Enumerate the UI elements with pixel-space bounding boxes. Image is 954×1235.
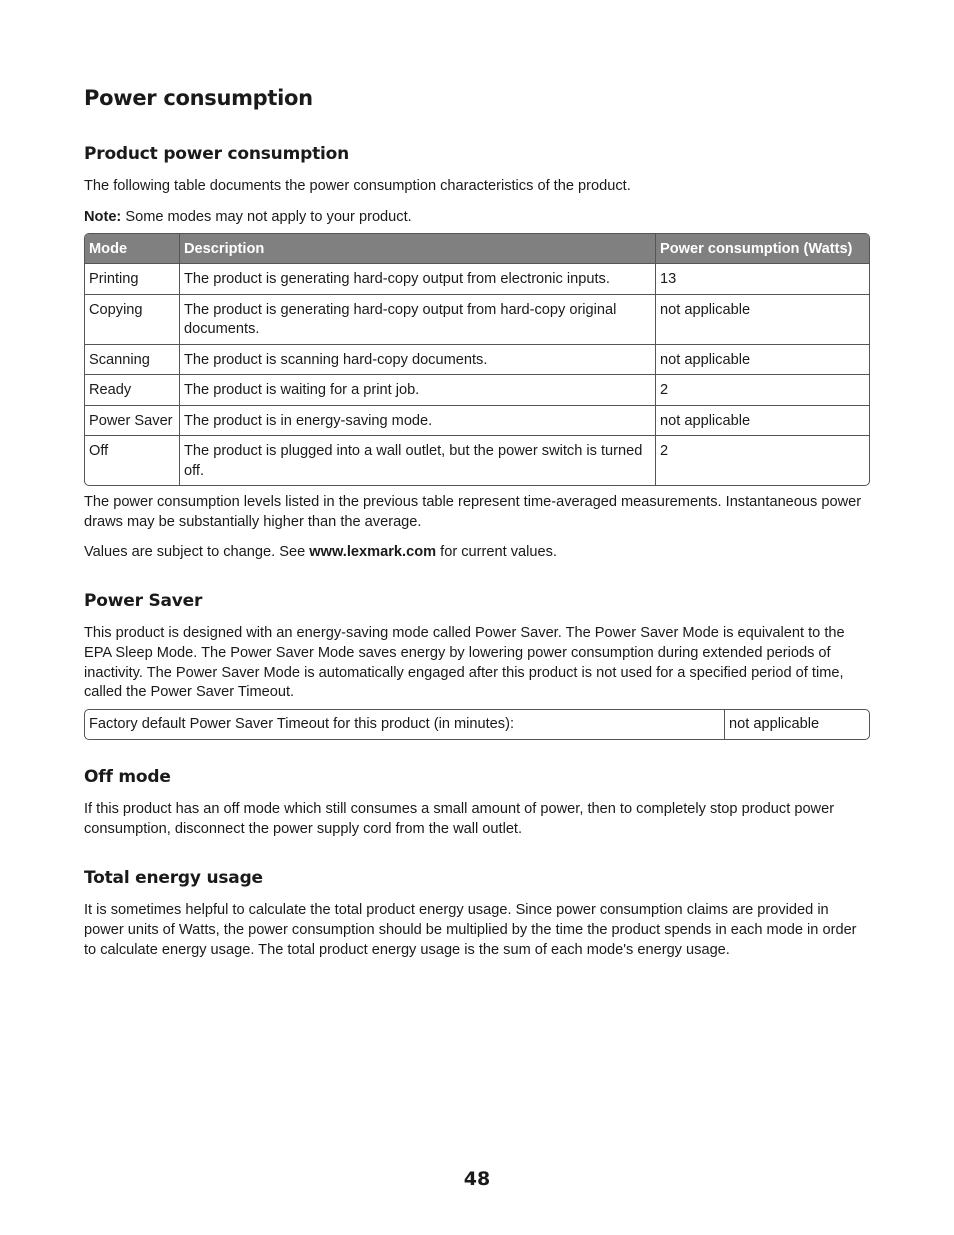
intro-paragraph: The following table documents the power consumption characteristics of the product.: [84, 178, 631, 194]
table-row: [85, 405, 869, 436]
page-title: Power consumption: [84, 86, 313, 110]
lexmark-link[interactable]: www.lexmark.com: [309, 544, 437, 560]
cell-power: 2: [656, 374, 869, 405]
power-saver-paragraph: This product is designed with an energy-saving mode called Power Saver. The Power Saver Mode is equivalent to the EPA Sleep Mode. The Power Saver Mode saves energy by lowering power consumption during extended periods of inactivity. The Power Saver Mode is automatically engaged after this product is not used for a specified period of time, called the Power Saver Timeout.: [84, 625, 845, 701]
table-header-row: [85, 234, 869, 263]
off-mode-paragraph: If this product has an off mode which still consumes a small amount of power, then to completely stop product power consumption, disconnect the power supply cord from the wall outlet.: [84, 801, 835, 837]
cell-power: not applicable: [656, 405, 869, 436]
timeout-label: Factory default Power Saver Timeout for this product (in minutes):: [85, 710, 725, 739]
table-row: [85, 344, 869, 375]
timeout-box: [84, 709, 870, 740]
cell-mode: Off: [85, 435, 180, 485]
cell-description: The product is plugged into a wall outlet, but the power switch is turned off.: [180, 435, 656, 485]
cell-mode: Power Saver: [85, 405, 180, 436]
measurement-paragraph: The power consumption levels listed in the previous table represent time-averaged measurements. Instantaneous power draws may be substantially higher than the average.: [84, 494, 862, 530]
cell-mode: Scanning: [85, 344, 180, 375]
table-row: [85, 374, 869, 405]
table-row: [85, 435, 869, 485]
total-energy-paragraph: It is sometimes helpful to calculate the total product energy usage. Since power consumption claims are provided in power units of Watts, the power consumption should be multiplied by the time the product spends in each mode in order to calculate energy usage. The total product energy usage is the sum of each mode's energy usage.: [84, 902, 857, 958]
values-paragraph: [84, 543, 870, 563]
heading-power-saver: Power Saver: [84, 591, 203, 611]
table-row: [85, 263, 869, 294]
cell-mode: Copying: [85, 294, 180, 344]
header-power: Power consumption (Watts): [656, 234, 869, 263]
cell-power: not applicable: [656, 344, 869, 375]
cell-description: The product is scanning hard-copy documents.: [180, 344, 656, 375]
note-label: Note:: [84, 209, 122, 225]
cell-description: The product is waiting for a print job.: [180, 374, 656, 405]
cell-power: 2: [656, 435, 869, 485]
cell-power: not applicable: [656, 294, 869, 344]
timeout-value: not applicable: [729, 716, 820, 732]
power-consumption-table: [84, 233, 870, 486]
heading-product-power: Product power consumption: [84, 144, 349, 164]
cell-mode: Printing: [85, 263, 180, 294]
cell-description: The product is generating hard-copy output from hard-copy original documents.: [180, 294, 656, 344]
heading-total-energy: Total energy usage: [84, 868, 263, 888]
cell-mode: Ready: [85, 374, 180, 405]
page-number: 48: [463, 1168, 491, 1190]
heading-off-mode: Off mode: [84, 767, 171, 787]
note-paragraph: [84, 208, 870, 228]
cell-description: The product is generating hard-copy output from electronic inputs.: [180, 263, 656, 294]
header-description: Description: [180, 234, 656, 263]
values-text-post: for current values.: [436, 544, 557, 560]
cell-description: The product is in energy-saving mode.: [180, 405, 656, 436]
table-row: [85, 294, 869, 344]
values-text-pre: Values are subject to change. See: [84, 544, 310, 560]
note-text: Some modes may not apply to your product.: [121, 209, 412, 225]
header-mode: Mode: [85, 234, 180, 263]
cell-power: 13: [656, 263, 869, 294]
